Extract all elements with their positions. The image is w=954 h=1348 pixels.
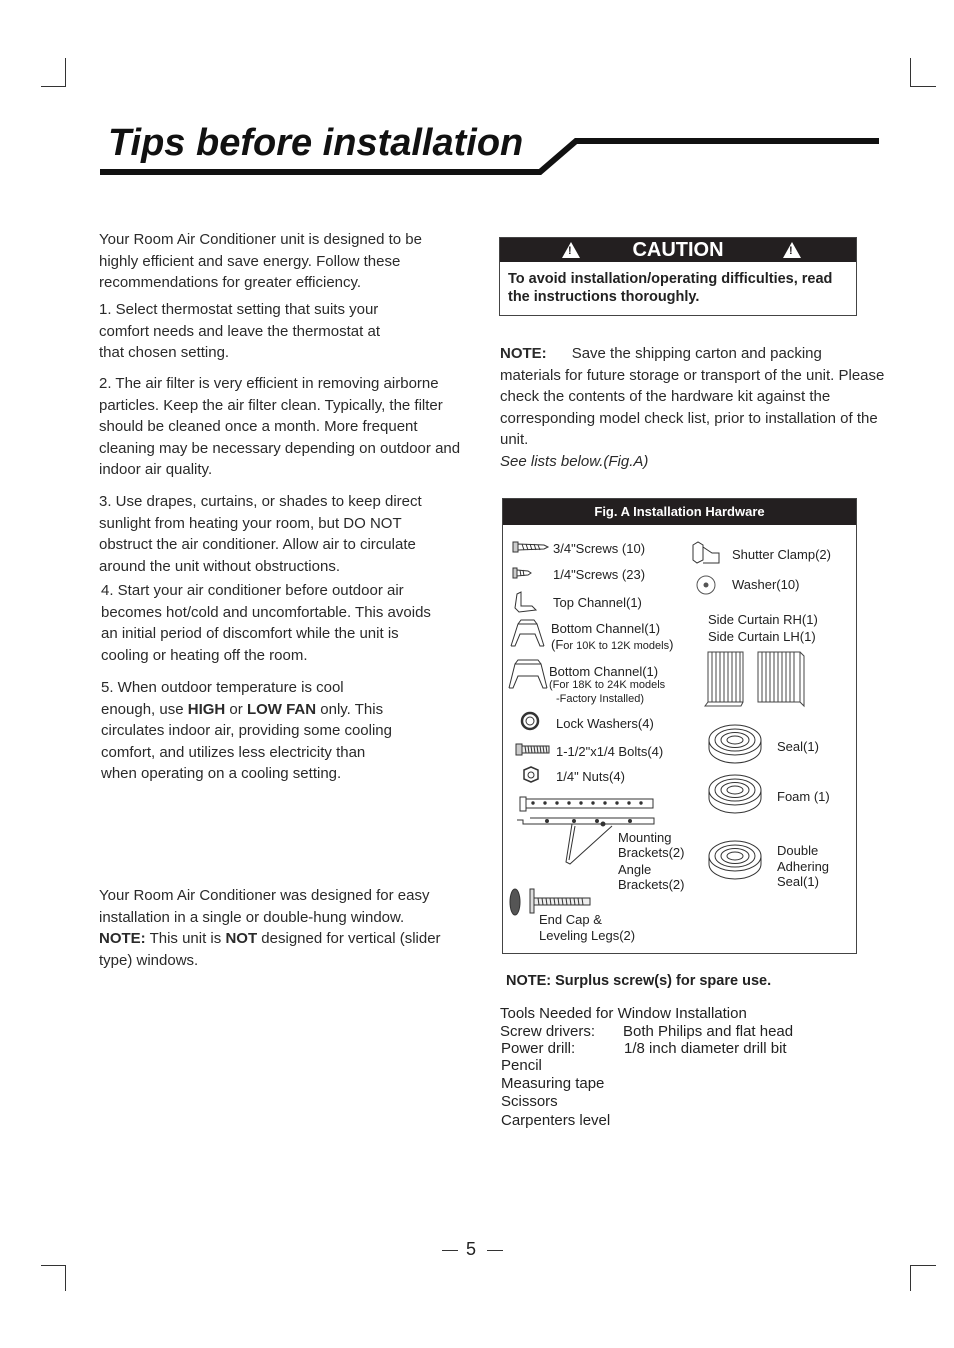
- tip-5-text-a: 5. When outdoor temperature is cool enough, use: [101, 679, 344, 718]
- label-top-channel: Top Channel(1): [553, 595, 642, 610]
- label-lock-washers: Lock Washers(4): [556, 716, 654, 731]
- window-not: NOT: [225, 930, 258, 947]
- label-bottom-channel-2-note2: -Factory Installed): [556, 693, 645, 705]
- window-text-c: designed for vertical (slider type) windows.: [99, 930, 441, 969]
- page-number-dash-left: [442, 1250, 458, 1251]
- mounting-bracket-icon: [520, 797, 653, 811]
- page-number-dash-right: [487, 1250, 503, 1251]
- label-side-curtain-lh: Side Curtain LH(1): [708, 629, 816, 644]
- label-end-cap-2: Leveling Legs(2): [539, 928, 636, 943]
- label-screws-3-4: 3/4"Screws (10): [553, 541, 646, 556]
- caution-text: To avoid installation/operating difficulties, read the instructions thoroughly.: [508, 271, 833, 305]
- label-nuts: 1/4" Nuts(4): [556, 769, 625, 784]
- tools-item: Carpenters level: [501, 1112, 611, 1129]
- caution-heading: CAUTION: [632, 239, 724, 261]
- window-text-b: This unit is: [149, 930, 222, 947]
- tools-heading: Tools Needed for Window Installation: [500, 1005, 747, 1022]
- surplus-note: NOTE: Surplus screw(s) for spare use.: [506, 973, 772, 989]
- label-angle-brackets-1: Angle: [618, 862, 652, 877]
- bottom-channel-large-icon: [509, 660, 547, 688]
- label-foam: Foam (1): [777, 789, 830, 804]
- tip-5-high: HIGH: [187, 700, 226, 718]
- label-screws-1-4: 1/4"Screws (23): [553, 567, 646, 582]
- side-curtain-lh-icon: [758, 652, 804, 706]
- label-bottom-channel-1-note: (For 10K to 12K models): [551, 637, 674, 652]
- bolt-icon: [516, 744, 549, 755]
- tools-screw-value: Both Philips and flat head: [623, 1023, 794, 1040]
- screw-long-icon: [513, 542, 548, 552]
- tools-item: Measuring tape: [501, 1075, 605, 1092]
- label-double-seal-1: Double: [777, 843, 819, 858]
- warning-icon-left: !: [562, 242, 580, 258]
- screw-short-icon: [513, 568, 531, 578]
- page-title: Tips before installation: [108, 122, 524, 164]
- foam-coil-icon: [709, 775, 761, 813]
- label-washer: Washer(10): [732, 577, 800, 592]
- side-curtain-rh-icon: [705, 652, 743, 706]
- label-mounting-brackets-1: Mounting: [618, 830, 672, 845]
- note-label: NOTE:: [500, 345, 547, 362]
- nut-icon: [524, 767, 538, 782]
- page-number: 5: [466, 1239, 477, 1259]
- label-seal: Seal(1): [777, 739, 819, 754]
- label-bottom-channel-2-note1: (For 18K to 24K models: [549, 679, 666, 691]
- tools-item: Scissors: [501, 1093, 558, 1110]
- window-text-a: Your Room Air Conditioner was designed for easy installation in a single or double-hung window.: [99, 887, 430, 926]
- label-double-seal-2: Adhering: [777, 859, 830, 874]
- label-double-seal-3: Seal(1): [777, 874, 819, 889]
- label-mounting-brackets-2: Brackets(2): [618, 845, 685, 860]
- bottom-channel-icon: [511, 620, 544, 646]
- tip-5-or: or: [229, 700, 243, 718]
- note-text: Save the shipping carton and packing materials for future storage or transport of the unit. Please check the contents of the hardware kit against the corresponding model check list, prior to installation of the unit.: [500, 345, 885, 448]
- tip-5-low-fan: LOW FAN: [246, 700, 317, 718]
- label-side-curtain-rh: Side Curtain RH(1): [708, 612, 818, 627]
- intro-paragraph: Your Room Air Conditioner unit is designed to be highly efficient and save energy. Follow these recommendations for greater efficiency.: [99, 231, 422, 291]
- hardware-heading: Fig. A Installation Hardware: [503, 499, 856, 525]
- shutter-clamp-icon: [693, 542, 719, 563]
- tip-3: 3. Use drapes, curtains, or shades to keep direct sunlight from heating your room, but DO NOT obstruct the air conditioner. Allow air to circulate around the unit without obstructions.: [99, 493, 422, 575]
- tools-screw-label: Screw drivers:: [500, 1023, 596, 1040]
- label-end-cap-1: End Cap &: [539, 912, 602, 927]
- warning-icon-right: !: [783, 242, 801, 258]
- note-see-list: See lists below.(Fig.A): [500, 452, 649, 470]
- tools-drill-value: 1/8 inch diameter drill bit: [624, 1040, 787, 1057]
- seal-coil-icon: [709, 725, 761, 763]
- tip-4: 4. Start your air conditioner before outdoor air becomes hot/cold and uncomfortable. This avoids an initial period of discomfort while the unit is cooling or heating off the room.: [101, 582, 431, 664]
- tip-5-text-b: only. This circulates indoor air, providing some cooling comfort, and utilizes less electricity than when operating on a cooling setting.: [101, 700, 392, 782]
- label-bottom-channel-2: Bottom Channel(1): [549, 664, 659, 679]
- label-shutter-clamp: Shutter Clamp(2): [732, 547, 831, 562]
- top-channel-icon: [515, 592, 536, 612]
- tools-item: Pencil: [501, 1057, 542, 1074]
- label-bottom-channel-1: Bottom Channel(1): [551, 621, 661, 636]
- window-note-label: NOTE:: [99, 930, 146, 947]
- tip-2: 2. The air filter is very efficient in removing airborne particles. Keep the air filter clean. Typically, the filter should be cleaned once a month. More frequent cleaning may be necessary depending on outdoor and indoor air quality.: [99, 375, 461, 478]
- tip-1: 1. Select thermostat setting that suits your comfort needs and leave the thermostat at that chosen setting.: [99, 301, 380, 361]
- tools-drill-label: Power drill:: [501, 1040, 576, 1057]
- label-angle-brackets-2: Brackets(2): [618, 877, 685, 892]
- label-bolts: 1-1/2"x1/4 Bolts(4): [556, 744, 664, 759]
- double-seal-coil-icon: [709, 841, 761, 879]
